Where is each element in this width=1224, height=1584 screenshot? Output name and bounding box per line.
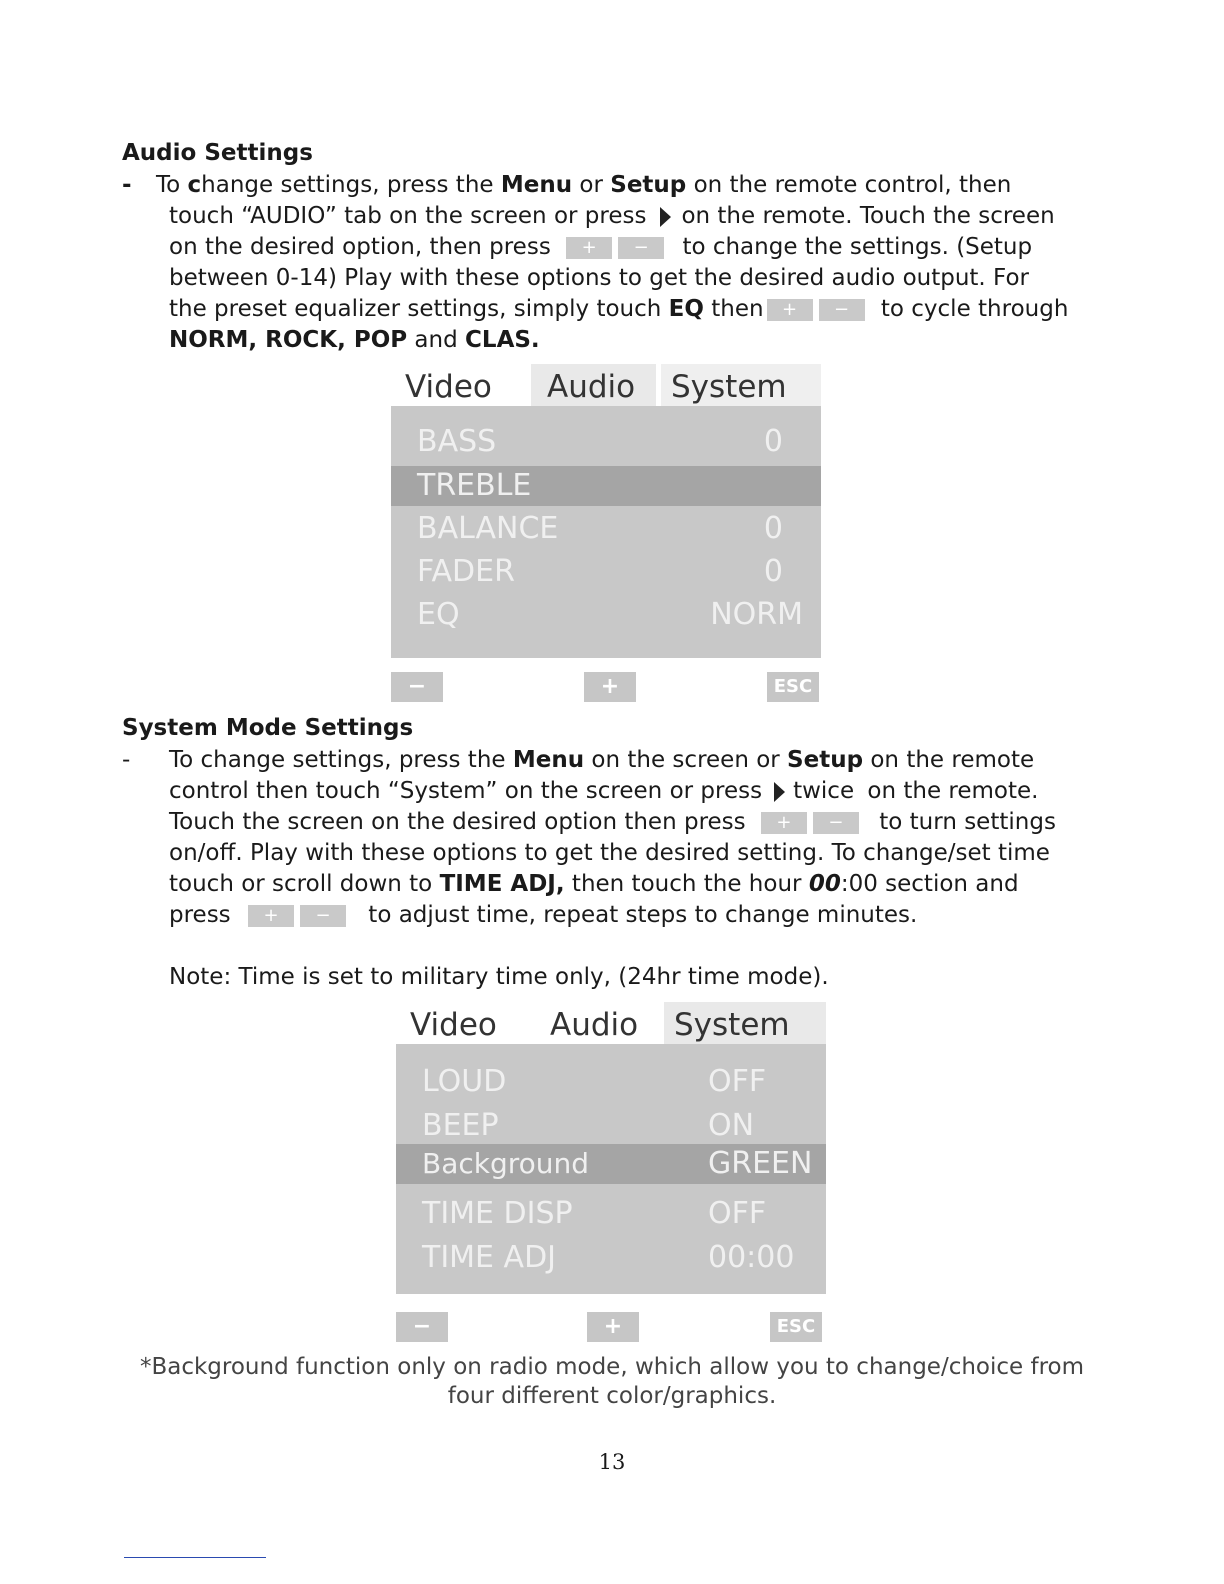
plus-button-icon: + [248, 905, 294, 927]
system-line-3: Touch the screen on the desired option then press + − to turn settings [169, 809, 1056, 835]
footnote-line-2: four different color/graphics. [447, 1383, 777, 1409]
menu-row-background[interactable]: Background GREEN [396, 1144, 826, 1184]
audio-line-3: on the desired option, then press + − to change the settings. (Setup [169, 234, 1033, 260]
menu-row-eq[interactable]: EQ NORM [417, 597, 803, 632]
esc-button[interactable]: ESC [770, 1312, 822, 1342]
system-line-2: control then touch “System” on the screen or press twice on the remote. [169, 778, 1039, 804]
audio-menu-screenshot [391, 364, 821, 704]
page-number: 13 [598, 1450, 626, 1474]
audio-bullet: - [122, 172, 132, 198]
audio-line-5: the preset equalizer settings, simply touch EQ then + − to cycle through [169, 296, 1069, 322]
system-line-6: press + − to adjust time, repeat steps to change minutes. [169, 902, 918, 928]
system-note: Note: Time is set to military time only, (24hr time mode). [169, 964, 829, 990]
minus-button-icon: − [300, 905, 346, 927]
system-line-1: To change settings, press the Menu on the screen or Setup on the remote [169, 747, 1035, 773]
menu-row-fader[interactable]: FADER 0 [417, 554, 783, 589]
menu-row-balance[interactable]: BALANCE 0 [417, 511, 783, 546]
tab-audio[interactable]: Audio [531, 364, 656, 406]
right-arrow-icon [660, 207, 671, 227]
esc-button[interactable]: ESC [767, 672, 819, 702]
menu-row-time-adj[interactable]: TIME ADJ 00:00 [422, 1240, 795, 1275]
menu-row-treble[interactable]: TREBLE [391, 466, 821, 506]
minus-button-icon: − [819, 299, 865, 321]
tab-video[interactable]: Video [405, 369, 492, 405]
menu-row-bass[interactable]: BASS 0 [417, 424, 783, 459]
system-line-5: touch or scroll down to TIME ADJ, then touch the hour 00:00 section and [169, 871, 1019, 897]
footnote-line-1: *Background function only on radio mode, which allow you to change/choice from [139, 1354, 1085, 1380]
audio-settings-heading: Audio Settings [122, 140, 313, 166]
system-settings-heading: System Mode Settings [122, 715, 414, 741]
tab-video[interactable]: Video [410, 1007, 497, 1043]
menu-tabs [396, 1002, 826, 1044]
system-line-4: on/off. Play with these options to get the desired setting. To change/set time [169, 840, 1050, 866]
audio-line-2: touch “AUDIO” tab on the screen or press on the remote. Touch the screen [169, 203, 1055, 229]
menu-row-time-disp[interactable]: TIME DISP OFF [422, 1196, 767, 1231]
menu-body [391, 406, 821, 658]
tab-audio[interactable]: Audio [550, 1007, 639, 1043]
minus-button-icon: − [618, 237, 664, 259]
right-arrow-icon [774, 782, 785, 802]
footnote-divider [124, 1557, 266, 1558]
system-menu-screenshot [396, 1002, 826, 1342]
plus-button[interactable]: + [584, 672, 636, 702]
plus-button-icon: + [566, 237, 612, 259]
plus-button-icon: + [761, 812, 807, 834]
plus-button-icon: + [767, 299, 813, 321]
minus-button[interactable]: − [391, 672, 443, 702]
tab-system[interactable]: System [661, 364, 821, 406]
audio-line-1: To change settings, press the Menu or Setup on the remote control, then [156, 172, 1012, 198]
minus-button-icon: − [813, 812, 859, 834]
audio-line-6: NORM, ROCK, POP and CLAS. [169, 327, 540, 353]
system-bullet: - [122, 747, 131, 773]
plus-button[interactable]: + [587, 1312, 639, 1342]
menu-tabs [391, 364, 821, 406]
menu-row-loud[interactable]: LOUD OFF [422, 1064, 767, 1099]
menu-body [396, 1044, 826, 1294]
minus-button[interactable]: − [396, 1312, 448, 1342]
menu-row-beep[interactable]: BEEP ON [422, 1108, 755, 1143]
tab-system[interactable]: System [664, 1002, 826, 1044]
audio-line-4: between 0-14) Play with these options to get the desired audio output. For [169, 265, 1029, 291]
